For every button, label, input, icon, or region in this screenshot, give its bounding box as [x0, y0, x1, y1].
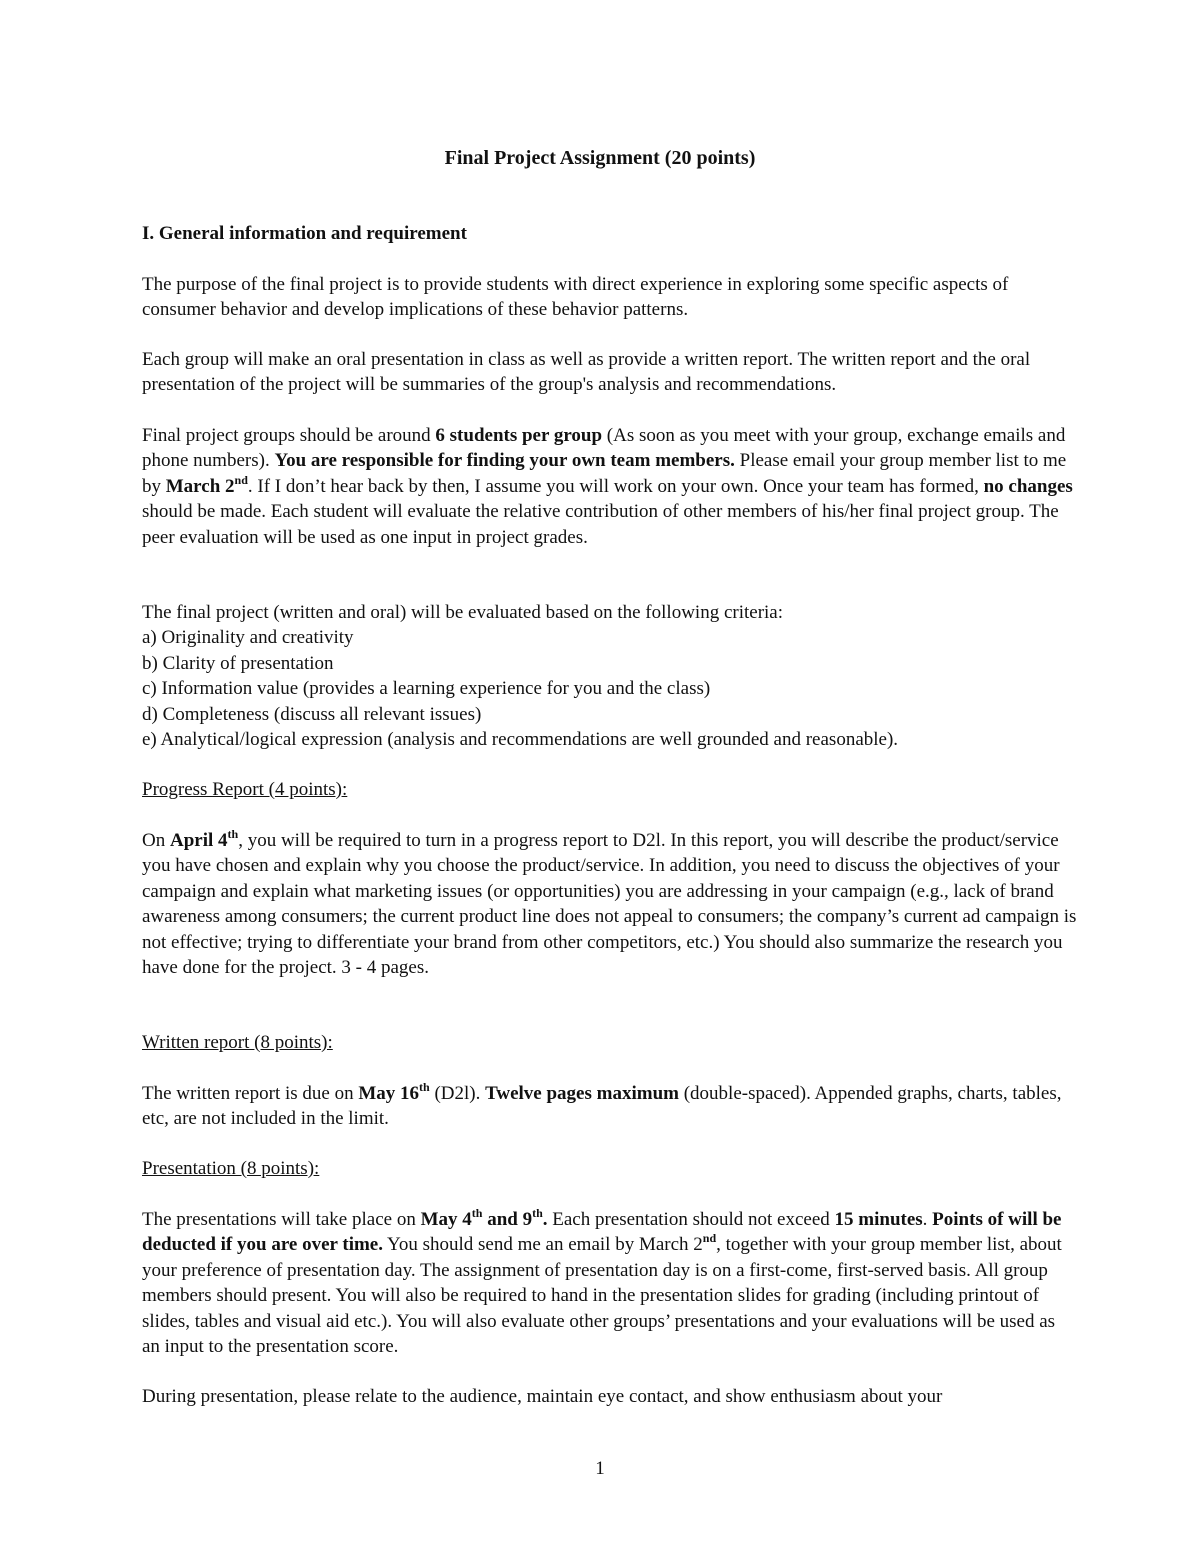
paragraph-groups: [142, 423, 1077, 550]
paragraph-during: During presentation, please relate to the audience, maintain eye contact, and show enthusiasm about your: [142, 1386, 943, 1407]
text: (As soon as you meet with your group, exchange emails and phone numbers).: [142, 425, 1066, 472]
page-title: Final Project Assignment (20 points): [444, 147, 756, 169]
paragraph-oral: Each group will make an oral presentation in class as well as provide a written report. The written report and the oral presentation of the project will be summaries of the group's analysis and recommendations.: [142, 349, 1031, 396]
text: .: [922, 1209, 933, 1230]
text: The written report is due on: [142, 1083, 359, 1104]
text: Please email your group member list to me by: [142, 450, 1067, 497]
text: (D2l).: [429, 1083, 486, 1104]
bold-text: 15 minutes: [834, 1209, 923, 1230]
text: should be made. Each student will evaluate the relative contribution of other members of his/her final project group. The peer evaluation will be used as one input in project grades.: [142, 501, 1059, 548]
bold-text: .: [542, 1209, 548, 1230]
bold-text: April 4: [169, 830, 228, 851]
text: The presentations will take place on: [142, 1209, 421, 1230]
superscript: th: [227, 827, 239, 841]
written-heading: Written report (8 points):: [142, 1032, 333, 1053]
text: Final project groups should be around: [142, 425, 436, 446]
criteria-list: [142, 600, 1077, 752]
text: Each presentation should not exceed: [547, 1209, 835, 1230]
superscript: th: [471, 1206, 483, 1220]
bold-text: March 2: [165, 475, 235, 497]
bold-text: and 9: [482, 1209, 533, 1230]
text: . If I don’t hear back by then, I assume you will work on your own. Once your team has formed,: [247, 475, 984, 497]
text: , you will be required to turn in a progress report to D2l. In this report, you will describe the product/service you have chosen and explain why you choose the product/service. In addition, you need to discuss the objectives of your campaign and explain what marketing issues (or opportunities) you are addressing in your campaign (e.g., lack of brand awareness among consumers; the current product line does not appeal to consumers; the company’s current ad campaign is not effective; trying to differentiate your brand from other competitors, etc.) You should also summarize the research you have done for the project. 3 - 4 pages.: [142, 830, 1077, 979]
progress-heading: Progress Report (4 points):: [142, 779, 348, 800]
paragraph-progress: [142, 828, 1077, 980]
superscript: th: [419, 1080, 430, 1094]
criteria-item: d) Completeness (discuss all relevant issues): [142, 703, 482, 725]
paragraph-written: [142, 1081, 1077, 1132]
superscript: nd: [702, 1231, 717, 1246]
bold-text: May 4: [420, 1209, 472, 1230]
bold-text: May 16: [358, 1083, 420, 1104]
section-heading: I. General information and requirement: [142, 223, 467, 244]
text: On: [142, 830, 170, 851]
superscript: th: [532, 1206, 543, 1220]
criteria-item: b) Clarity of presentation: [142, 652, 334, 674]
presentation-heading: Presentation (8 points):: [142, 1158, 320, 1179]
bold-text: Twelve pages maximum: [485, 1083, 679, 1104]
page-number: 1: [595, 1458, 605, 1479]
paragraph-purpose: The purpose of the final project is to provide students with direct experience in exploring some specific aspects of consumer behavior and develop implications of these behavior patterns.: [142, 274, 1009, 321]
text: , together with your group member list, about your preference of presentation day. The assignment of presentation day is on a first-come, first-served basis. All group members should present. You will also be required to hand in the presentation slides for grading (including printout of slides, tables and visual aid etc.). You will also evaluate other groups’ presentations and your evaluations will be used as an input to the presentation score.: [142, 1234, 1062, 1358]
bold-text: You are responsible for finding your own team members.: [274, 450, 735, 472]
criteria-item: a) Originality and creativity: [142, 627, 354, 649]
criteria-item: c) Information value (provides a learning experience for you and the class): [142, 678, 711, 700]
bold-text: 6 students per group: [435, 425, 603, 446]
bold-text: no changes: [983, 475, 1073, 497]
text: (double-spaced). Appended graphs, charts, tables, etc, are not included in the limit.: [142, 1083, 1062, 1130]
criteria-item: e) Analytical/logical expression (analysis and recommendations are well grounded and reasonable).: [142, 728, 899, 750]
text: You should send me an email by March 2: [382, 1234, 703, 1256]
superscript: nd: [234, 472, 248, 487]
bold-text: Points of will be deducted if you are over time.: [142, 1209, 1062, 1256]
paragraph-presentation: [142, 1207, 1077, 1359]
criteria-intro: The final project (written and oral) will be evaluated based on the following criteria:: [142, 602, 784, 623]
